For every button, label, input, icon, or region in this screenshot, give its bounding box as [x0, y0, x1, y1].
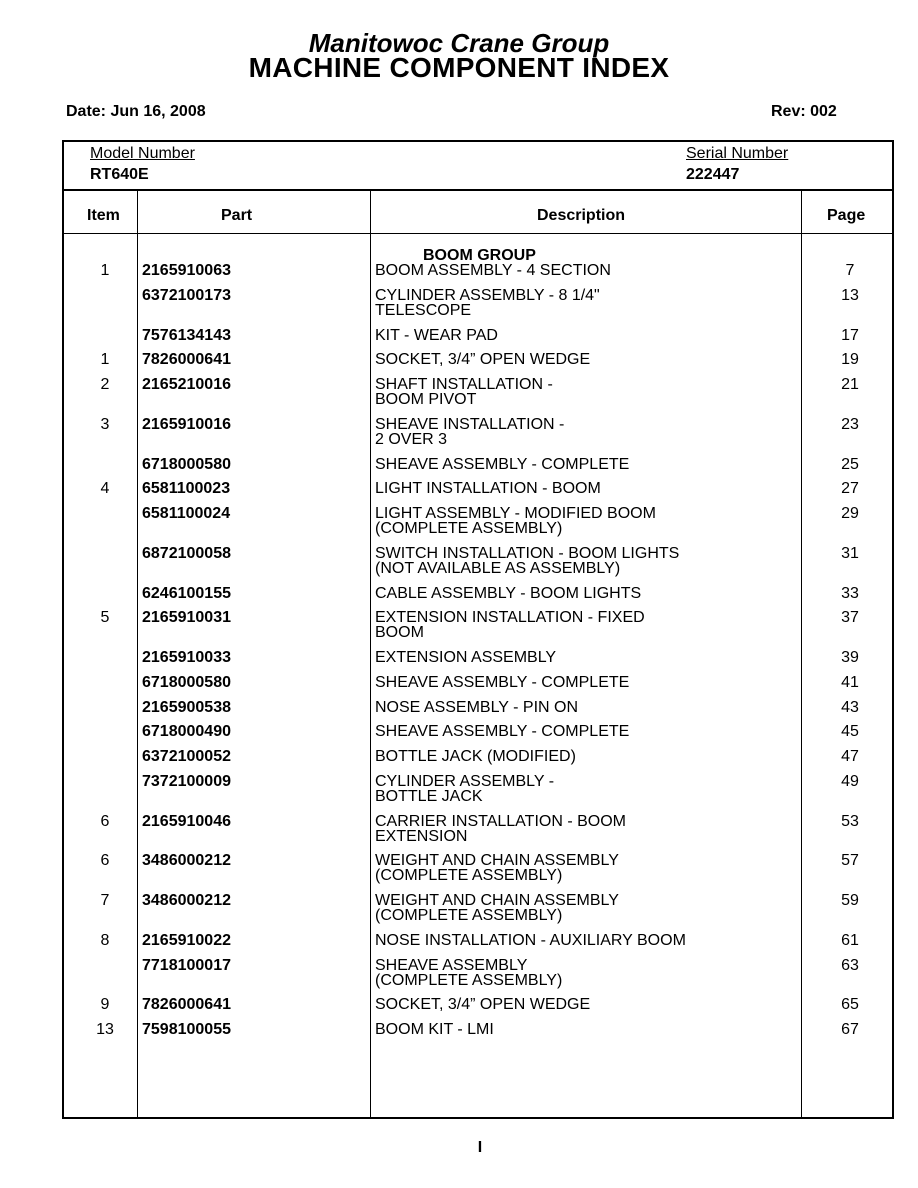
- row-description: [375, 328, 795, 343]
- row-page: 33: [841, 584, 859, 602]
- row-item: 1: [100, 262, 110, 279]
- description-line: TELESCOPE: [375, 301, 472, 319]
- description-line: 2 OVER 3: [375, 430, 448, 448]
- description-line: NOSE INSTALLATION - AUXILIARY BOOM: [375, 931, 686, 949]
- description-line: LIGHT ASSEMBLY - MODIFIED BOOM: [375, 505, 656, 523]
- description-line: SHEAVE INSTALLATION -: [375, 415, 565, 433]
- description-line: SHEAVE ASSEMBLY - COMPLETE: [375, 455, 630, 473]
- document-title: MACHINE COMPONENT INDEX: [248, 52, 670, 83]
- table-row: [64, 288, 892, 328]
- row-description: [375, 958, 795, 988]
- row-part-number: 2165910016: [142, 415, 231, 433]
- description-line: SOCKET, 3/4” OPEN WEDGE: [375, 996, 591, 1014]
- description-line: KIT - WEAR PAD: [375, 326, 498, 344]
- serial-number-label: Serial Number: [686, 145, 789, 162]
- row-page: 17: [841, 326, 859, 344]
- row-description: [375, 417, 795, 447]
- component-table: [62, 140, 894, 1119]
- row-page: 29: [841, 505, 859, 523]
- table-row: [64, 546, 892, 586]
- row-page: 7: [845, 262, 855, 279]
- row-page: 63: [841, 956, 859, 974]
- description-line: BOTTLE JACK (MODIFIED): [375, 748, 576, 766]
- description-line: BOOM KIT - LMI: [375, 1021, 494, 1039]
- description-line: WEIGHT AND CHAIN ASSEMBLY: [375, 852, 619, 870]
- description-line: SHAFT INSTALLATION -: [375, 376, 553, 394]
- row-page: 47: [841, 748, 859, 766]
- row-page: 61: [841, 931, 859, 949]
- row-part-number: 7718100017: [142, 956, 231, 974]
- row-item: 5: [100, 609, 110, 627]
- row-item: 6: [100, 852, 110, 870]
- row-description: [375, 1022, 795, 1037]
- model-number-label: Model Number: [90, 145, 195, 162]
- description-line: SHEAVE ASSEMBLY: [375, 956, 528, 974]
- row-part-number: 2165910022: [142, 931, 231, 949]
- column-header-item: Item: [87, 207, 120, 224]
- description-line: CARRIER INSTALLATION - BOOM: [375, 812, 626, 830]
- column-header-part: Part: [221, 207, 253, 224]
- description-line: CYLINDER ASSEMBLY - 8 1/4": [375, 286, 600, 304]
- row-page: 21: [841, 376, 859, 394]
- description-line: (COMPLETE ASSEMBLY): [375, 520, 563, 538]
- row-page: 65: [841, 996, 859, 1014]
- row-page: 39: [841, 649, 859, 666]
- row-part-number: 3486000212: [142, 852, 231, 870]
- row-part-number: 6372100173: [142, 286, 231, 304]
- row-item: 4: [100, 480, 110, 498]
- row-page: 45: [841, 723, 859, 741]
- row-item: 13: [96, 1021, 114, 1039]
- row-description: [375, 650, 795, 665]
- row-part-number: 6718000490: [142, 723, 231, 741]
- row-part-number: 2165910031: [142, 609, 231, 627]
- model-number-value: RT640E: [90, 166, 149, 183]
- row-page: 67: [841, 1021, 859, 1039]
- row-page: 27: [841, 480, 859, 498]
- row-part-number: 6372100052: [142, 748, 231, 766]
- row-part-number: 6581100023: [142, 480, 231, 498]
- row-description: [375, 288, 795, 318]
- row-part-number: 2165910033: [142, 649, 231, 666]
- serial-number-value: 222447: [686, 166, 740, 183]
- row-description: [375, 610, 795, 640]
- row-page: 25: [841, 455, 859, 473]
- description-line: BOTTLE JACK: [375, 788, 483, 805]
- row-page: 53: [841, 812, 859, 830]
- row-part-number: 2165210016: [142, 376, 231, 394]
- row-part-number: 7826000641: [142, 351, 231, 369]
- row-part-number: 7598100055: [142, 1021, 231, 1039]
- table-row: [64, 610, 892, 650]
- row-item: 1: [100, 351, 110, 369]
- description-line: BOOM ASSEMBLY - 4 SECTION: [375, 262, 611, 279]
- row-page: 57: [841, 852, 859, 870]
- table-row: [64, 958, 892, 998]
- description-line: CYLINDER ASSEMBLY -: [375, 773, 555, 790]
- row-page: 43: [841, 698, 859, 716]
- row-item: 9: [100, 996, 110, 1014]
- description-line: SWITCH INSTALLATION - BOOM LIGHTS: [375, 544, 680, 562]
- row-description: [375, 377, 795, 407]
- row-item: 3: [100, 415, 110, 433]
- description-line: WEIGHT AND CHAIN ASSEMBLY: [375, 892, 619, 910]
- row-item: 8: [100, 931, 110, 949]
- company-name: Manitowoc Crane Group: [308, 28, 610, 58]
- row-item: 7: [100, 892, 110, 910]
- row-description: [375, 457, 795, 472]
- row-page: 31: [841, 544, 859, 562]
- description-line: EXTENSION: [375, 827, 468, 845]
- table-row: [64, 1022, 892, 1062]
- row-description: [375, 586, 795, 601]
- description-line: (COMPLETE ASSEMBLY): [375, 867, 563, 885]
- row-part-number: 3486000212: [142, 892, 231, 910]
- row-description: [375, 481, 795, 496]
- header-divider: [64, 233, 892, 234]
- row-part-number: 7576134143: [142, 326, 231, 344]
- row-description: [375, 933, 795, 948]
- row-item: 2: [100, 376, 110, 394]
- row-description: [375, 352, 795, 367]
- row-part-number: 2165900538: [142, 698, 231, 716]
- row-description: [375, 814, 795, 844]
- document-revision: Rev: 002: [771, 103, 837, 120]
- description-line: NOSE ASSEMBLY - PIN ON: [375, 698, 579, 716]
- row-description: [375, 853, 795, 883]
- table-row: [64, 377, 892, 417]
- description-line: BOOM PIVOT: [375, 391, 477, 409]
- row-part-number: 2165910063: [142, 262, 231, 279]
- info-divider: [64, 189, 892, 191]
- description-line: SHEAVE ASSEMBLY - COMPLETE: [375, 723, 630, 741]
- description-line: (COMPLETE ASSEMBLY): [375, 907, 563, 925]
- row-description: [375, 997, 795, 1012]
- row-description: [375, 749, 795, 764]
- group-title: BOOM GROUP: [423, 247, 536, 264]
- column-header-description: Description: [537, 207, 626, 224]
- table-row: [64, 774, 892, 814]
- description-line: EXTENSION INSTALLATION - FIXED: [375, 609, 645, 627]
- description-line: BOOM: [375, 624, 424, 642]
- description-line: EXTENSION ASSEMBLY: [375, 649, 557, 666]
- page-number: I: [477, 1139, 483, 1156]
- row-part-number: 7372100009: [142, 773, 231, 790]
- table-row: [64, 853, 892, 893]
- row-part-number: 6718000580: [142, 673, 231, 691]
- row-part-number: 6718000580: [142, 455, 231, 473]
- table-row: [64, 814, 892, 854]
- row-page: 59: [841, 892, 859, 910]
- row-page: 13: [841, 286, 859, 304]
- row-description: [375, 774, 795, 804]
- row-part-number: 6872100058: [142, 544, 231, 562]
- description-line: SOCKET, 3/4” OPEN WEDGE: [375, 351, 591, 369]
- row-description: [375, 700, 795, 715]
- row-item: 6: [100, 812, 110, 830]
- table-row: [64, 893, 892, 933]
- row-page: 19: [841, 351, 859, 369]
- description-line: (COMPLETE ASSEMBLY): [375, 971, 563, 989]
- row-part-number: 7826000641: [142, 996, 231, 1014]
- row-page: 23: [841, 415, 859, 433]
- table-row: [64, 506, 892, 546]
- row-page: 41: [841, 673, 859, 691]
- row-part-number: 6246100155: [142, 584, 231, 602]
- row-description: [375, 546, 795, 576]
- row-description: [375, 893, 795, 923]
- row-description: [375, 675, 795, 690]
- description-line: LIGHT INSTALLATION - BOOM: [375, 480, 601, 498]
- table-row: [64, 417, 892, 457]
- description-line: CABLE ASSEMBLY - BOOM LIGHTS: [375, 584, 642, 602]
- row-part-number: 6581100024: [142, 505, 231, 523]
- description-line: SHEAVE ASSEMBLY - COMPLETE: [375, 673, 630, 691]
- document-date: Date: Jun 16, 2008: [66, 103, 206, 120]
- description-line: (NOT AVAILABLE AS ASSEMBLY): [375, 559, 621, 577]
- row-part-number: 2165910046: [142, 812, 231, 830]
- row-page: 49: [841, 773, 859, 790]
- row-page: 37: [841, 609, 859, 627]
- column-header-page: Page: [827, 207, 866, 224]
- row-description: [375, 263, 795, 278]
- row-description: [375, 724, 795, 739]
- row-description: [375, 506, 795, 536]
